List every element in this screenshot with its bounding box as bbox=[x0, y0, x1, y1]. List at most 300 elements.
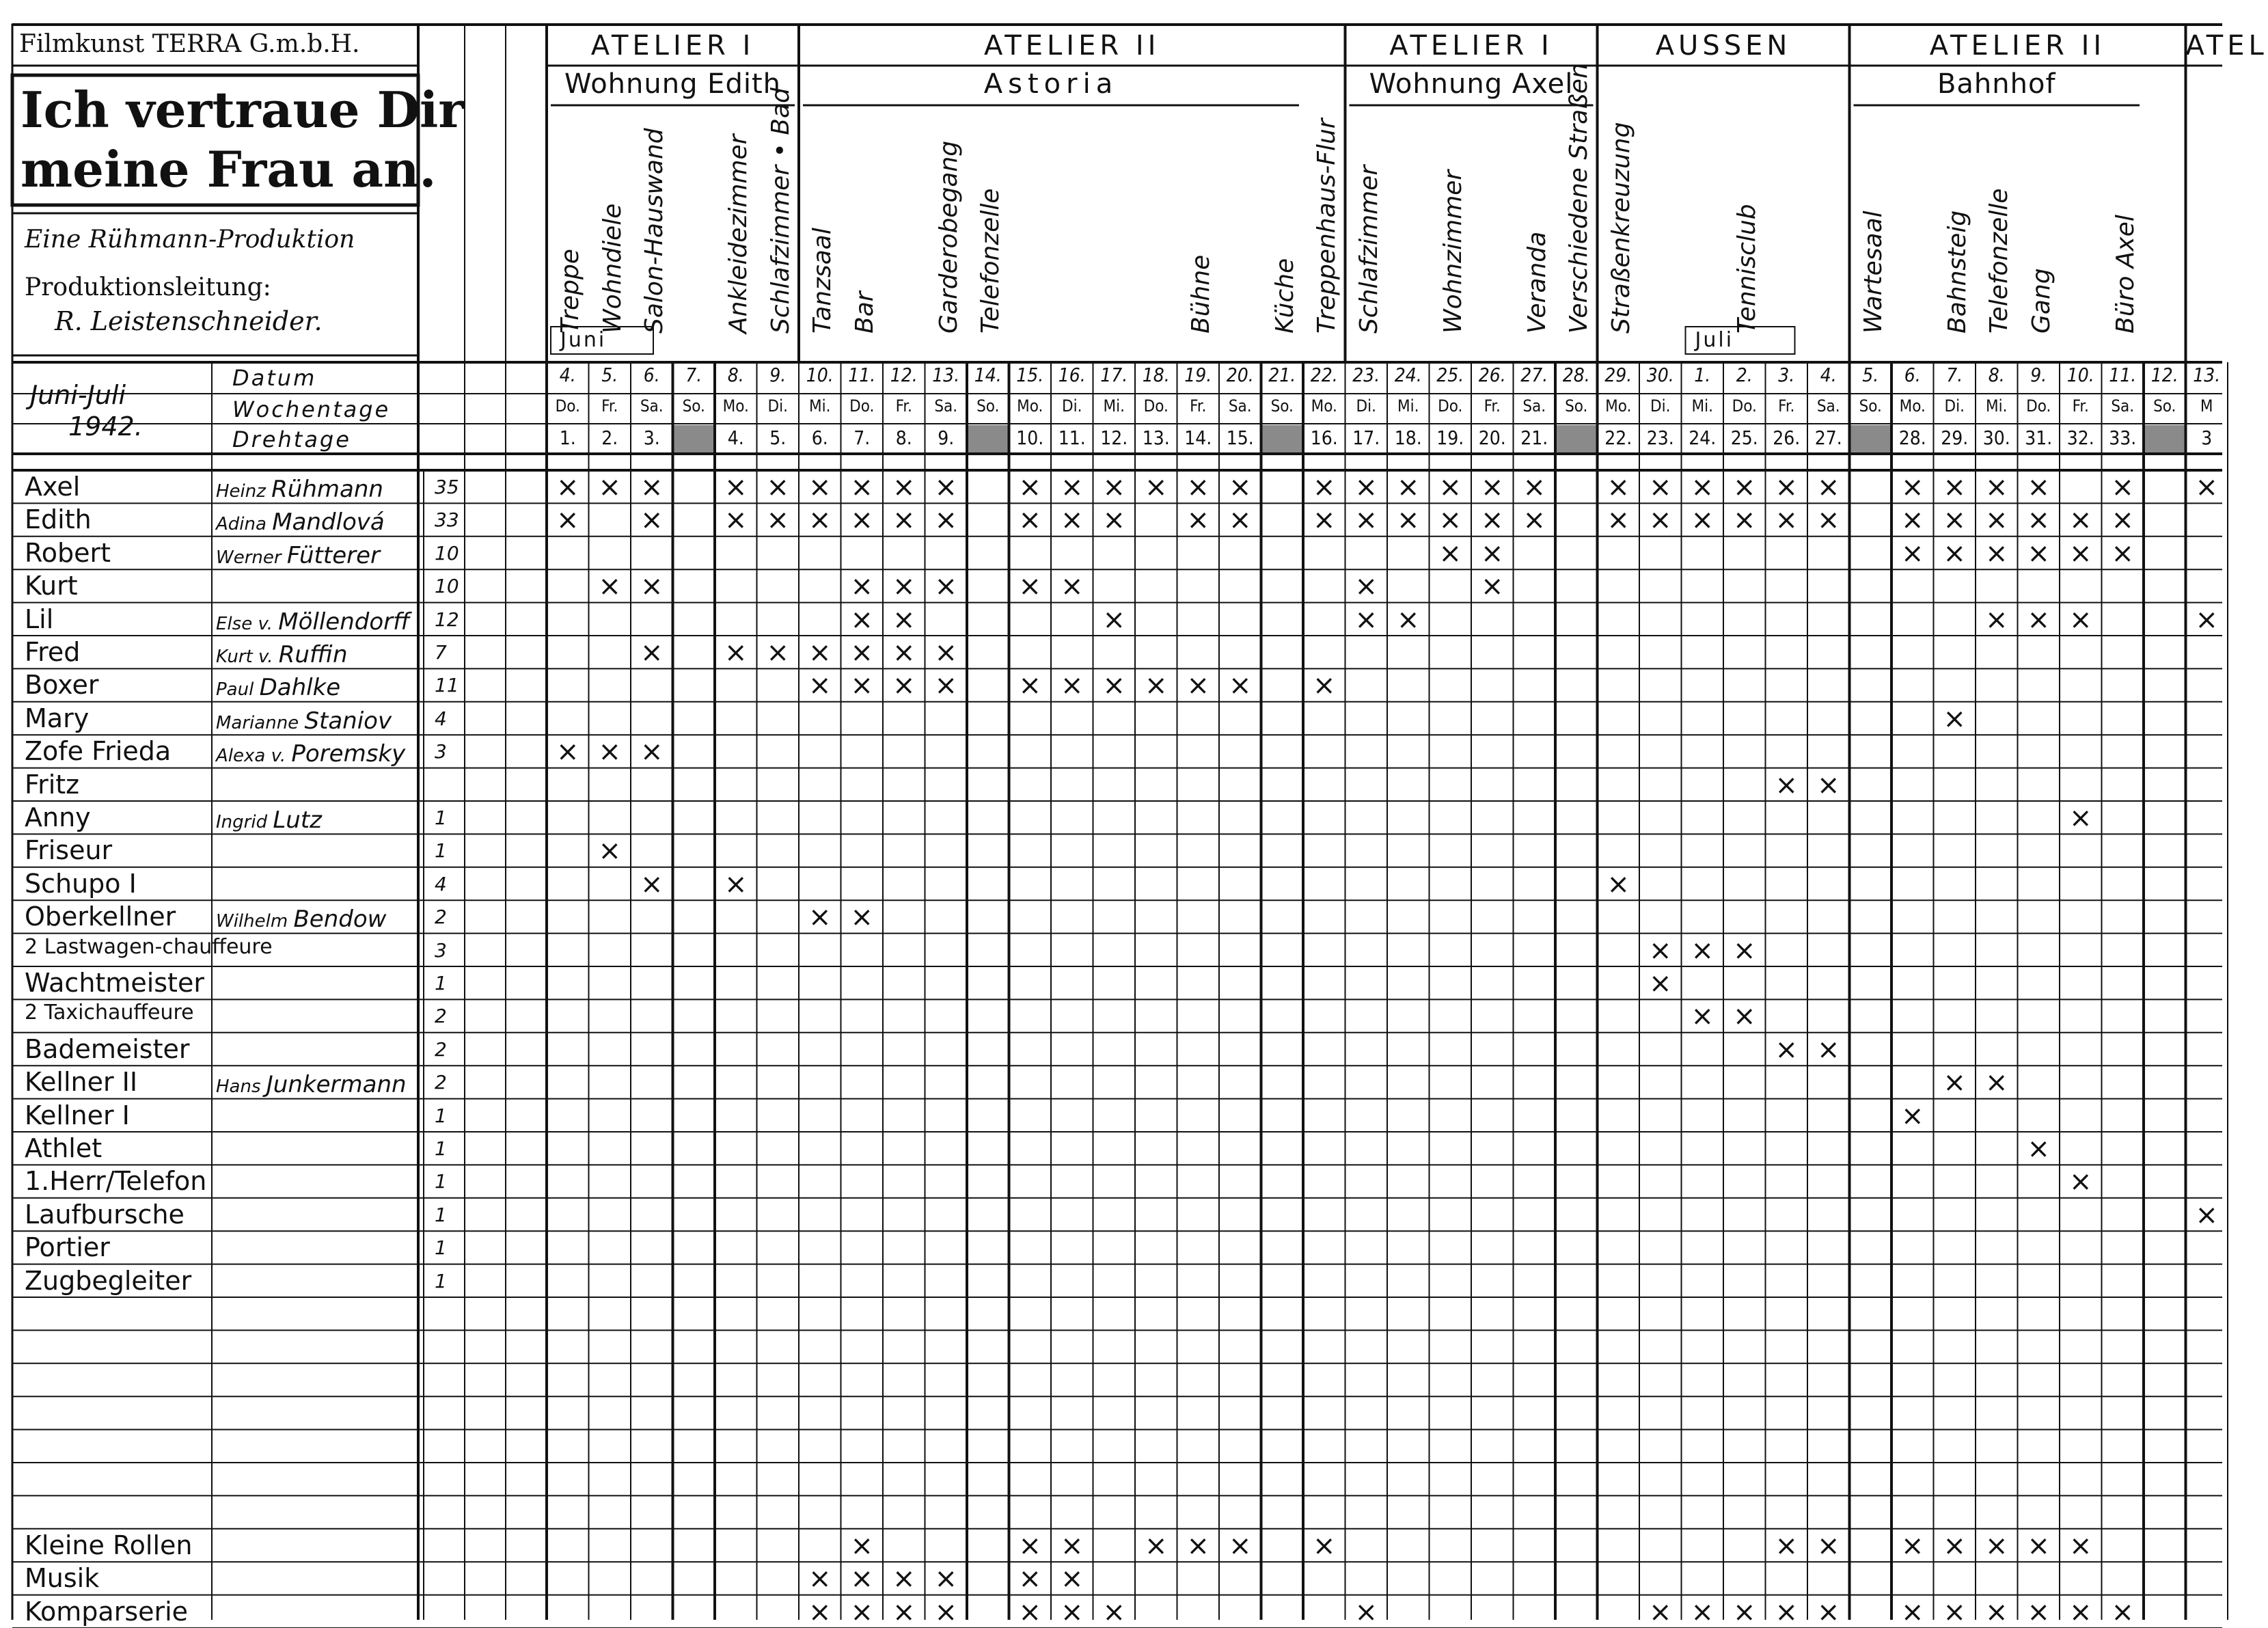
day-mark: × bbox=[640, 637, 664, 668]
scene-label: Büro Axel bbox=[2111, 215, 2140, 334]
day-mark: × bbox=[1943, 703, 1966, 735]
day-mark: × bbox=[1775, 1530, 1798, 1562]
day-mark: × bbox=[2027, 504, 2050, 537]
actor-last-name: Junkermann bbox=[266, 1071, 407, 1099]
day-mark: × bbox=[892, 472, 916, 503]
day-mark: × bbox=[1060, 1563, 1084, 1595]
weekday-cell: Fr. bbox=[1484, 396, 1501, 416]
date-cell: 12. bbox=[890, 364, 918, 386]
day-mark: × bbox=[2027, 603, 2050, 636]
period: Juni-Juli bbox=[30, 380, 126, 410]
date-cell: 10. bbox=[806, 364, 834, 386]
day-mark: × bbox=[598, 835, 621, 867]
role-name: Oberkellner bbox=[25, 901, 176, 932]
shooting-day-cell: 13. bbox=[1142, 426, 1170, 449]
day-mark: × bbox=[2068, 1596, 2092, 1628]
date-cell: 15. bbox=[1016, 364, 1044, 386]
weekday-cell: Di. bbox=[1356, 396, 1376, 416]
weekday-cell: Mi. bbox=[1986, 396, 2008, 416]
shooting-day-cell: 3. bbox=[643, 426, 660, 449]
actor-last-name: Fütterer bbox=[286, 541, 381, 569]
day-mark: × bbox=[1816, 504, 1840, 537]
shooting-day-cell: 22. bbox=[1604, 426, 1632, 449]
scene-label: Telefonzelle bbox=[1985, 188, 2013, 334]
date-cell: 11. bbox=[848, 364, 876, 386]
scene-label: Wartesaal bbox=[1859, 211, 1887, 334]
weekday-cell: Mi. bbox=[1103, 396, 1125, 416]
date-cell: 3. bbox=[1778, 364, 1795, 386]
actor-first-name: Else v. bbox=[216, 613, 279, 634]
day-mark: × bbox=[2068, 1530, 2092, 1562]
shooting-day-cell: 33. bbox=[2109, 426, 2137, 449]
scene-label: Verschiedene Straßen bbox=[1565, 63, 1593, 334]
day-mark: × bbox=[1060, 472, 1084, 503]
weekday-cell: Fr. bbox=[2072, 396, 2089, 416]
day-mark: × bbox=[892, 637, 916, 668]
day-mark: × bbox=[1648, 934, 1672, 966]
scene-label: Treppe bbox=[556, 249, 584, 334]
day-mark: × bbox=[1984, 1596, 2008, 1628]
actor-first-name: Marianne bbox=[216, 712, 305, 733]
day-mark: × bbox=[1312, 1530, 1336, 1562]
day-count: 3 bbox=[435, 740, 447, 763]
day-mark: × bbox=[892, 603, 916, 636]
role-name: Portier bbox=[25, 1232, 110, 1263]
day-count: 1 bbox=[435, 839, 447, 863]
actor-first-name: Adina bbox=[216, 514, 273, 535]
day-mark: × bbox=[1732, 1001, 1756, 1033]
month-june: Juni bbox=[560, 328, 607, 352]
shooting-day-cell: 1. bbox=[559, 426, 576, 449]
day-mark: × bbox=[850, 472, 873, 503]
day-mark: × bbox=[1018, 504, 1041, 537]
day-mark: × bbox=[1943, 1067, 1966, 1099]
role-name: Robert bbox=[25, 537, 111, 568]
shooting-day-cell: 14. bbox=[1184, 426, 1212, 449]
day-count: 1 bbox=[435, 1137, 447, 1160]
weekday-cell: So. bbox=[682, 396, 705, 416]
studio-name: ATELIER I bbox=[1389, 30, 1553, 62]
row-label: Drehtage bbox=[232, 426, 351, 452]
weekday-cell: Di. bbox=[1062, 396, 1082, 416]
day-mark: × bbox=[724, 637, 748, 668]
location-name: Bahnhof bbox=[1937, 68, 2056, 100]
date-cell: 9. bbox=[2030, 364, 2047, 386]
day-mark: × bbox=[1732, 504, 1756, 537]
date-cell: 5. bbox=[1862, 364, 1879, 386]
weekday-cell: Mi. bbox=[809, 396, 831, 416]
day-mark: × bbox=[1900, 1596, 1924, 1628]
day-count: 1 bbox=[435, 806, 447, 829]
day-mark: × bbox=[1900, 504, 1924, 537]
day-mark: × bbox=[1438, 504, 1462, 537]
date-cell: 18. bbox=[1142, 364, 1170, 386]
row-label: Wochentage bbox=[232, 396, 391, 422]
actor-last-name: Staniov bbox=[304, 707, 392, 735]
shooting-day-cell: 24. bbox=[1689, 426, 1717, 449]
day-mark: × bbox=[1648, 504, 1672, 537]
scene-label: Garderobegang bbox=[934, 140, 963, 334]
role-name: Kurt bbox=[25, 571, 78, 601]
date-cell: 24. bbox=[1394, 364, 1422, 386]
shooting-day-cell: 6. bbox=[811, 426, 828, 449]
weekday-cell: So. bbox=[1565, 396, 1588, 416]
day-mark: × bbox=[1816, 1530, 1840, 1562]
day-mark: × bbox=[850, 504, 873, 537]
day-mark: × bbox=[1354, 504, 1378, 537]
day-mark: × bbox=[850, 1596, 873, 1628]
day-count: 3 bbox=[435, 938, 447, 962]
shooting-day-cell: 17. bbox=[1352, 426, 1380, 449]
day-mark: × bbox=[1900, 537, 1924, 569]
actor-name bbox=[216, 542, 380, 569]
extras-role-name: Komparserie bbox=[25, 1596, 189, 1627]
day-mark: × bbox=[1228, 670, 1252, 702]
day-mark: × bbox=[2027, 1596, 2050, 1628]
day-mark: × bbox=[934, 1596, 957, 1628]
shooting-day-cell: 19. bbox=[1436, 426, 1464, 449]
actor-name bbox=[216, 641, 348, 668]
weekday-cell: Mo. bbox=[722, 396, 749, 416]
day-mark: × bbox=[1018, 472, 1041, 503]
date-cell: 23. bbox=[1352, 364, 1380, 386]
shooting-day-cell: 20. bbox=[1478, 426, 1506, 449]
actor-first-name: Heinz bbox=[216, 481, 272, 502]
day-mark: × bbox=[2111, 504, 2134, 537]
scene-label: Schlafzimmer • Bad bbox=[766, 87, 795, 334]
day-mark: × bbox=[1943, 504, 1966, 537]
day-mark: × bbox=[2027, 1133, 2050, 1165]
actor-last-name: Mandlová bbox=[272, 508, 385, 537]
day-mark: × bbox=[640, 571, 664, 603]
day-mark: × bbox=[766, 637, 789, 668]
weekday-cell: Di. bbox=[1944, 396, 1965, 416]
day-mark: × bbox=[1312, 504, 1336, 537]
actor-first-name: Werner bbox=[216, 547, 287, 568]
role-name: 2 Lastwagen-chauffeure bbox=[25, 934, 273, 959]
day-count: 7 bbox=[435, 641, 447, 664]
date-cell: 22. bbox=[1310, 364, 1338, 386]
day-mark: × bbox=[934, 1563, 957, 1595]
day-mark: × bbox=[934, 637, 957, 668]
date-cell: 13. bbox=[932, 364, 960, 386]
scene-label: Küche bbox=[1270, 258, 1299, 334]
day-mark: × bbox=[1018, 571, 1041, 603]
day-mark: × bbox=[1228, 1530, 1252, 1562]
role-name: Fred bbox=[25, 637, 81, 667]
day-mark: × bbox=[2068, 603, 2092, 636]
weekday-cell: Fr. bbox=[895, 396, 912, 416]
day-mark: × bbox=[724, 868, 748, 900]
day-mark: × bbox=[1732, 1596, 1756, 1628]
day-mark: × bbox=[1984, 1067, 2008, 1099]
sunday-shade bbox=[1557, 425, 1596, 452]
day-mark: × bbox=[2027, 1530, 2050, 1562]
actor-name bbox=[216, 906, 386, 933]
shooting-day-cell: 16. bbox=[1310, 426, 1338, 449]
day-mark: × bbox=[1648, 472, 1672, 503]
actor-name bbox=[216, 740, 405, 768]
day-mark: × bbox=[1228, 472, 1252, 503]
weekday-cell: Do. bbox=[849, 396, 875, 416]
weekday-cell: Do. bbox=[1143, 396, 1169, 416]
day-mark: × bbox=[1984, 1530, 2008, 1562]
shooting-day-cell: 12. bbox=[1100, 426, 1128, 449]
day-mark: × bbox=[1816, 1596, 1840, 1628]
weekday-cell: Do. bbox=[1732, 396, 1757, 416]
day-mark: × bbox=[2111, 1596, 2134, 1628]
day-mark: × bbox=[1480, 571, 1504, 603]
day-mark: × bbox=[640, 868, 664, 900]
scene-label: Bühne bbox=[1186, 254, 1215, 334]
day-mark: × bbox=[850, 901, 873, 934]
day-mark: × bbox=[1060, 670, 1084, 702]
day-count: 1 bbox=[435, 1203, 447, 1226]
day-mark: × bbox=[808, 901, 832, 934]
day-mark: × bbox=[892, 1596, 916, 1628]
scene-label: Gang bbox=[2027, 268, 2055, 334]
day-mark: × bbox=[1060, 504, 1084, 537]
actor-first-name: Alexa v. bbox=[216, 746, 292, 767]
weekday-cell: Mo. bbox=[1311, 396, 1337, 416]
actor-last-name: Rühmann bbox=[271, 476, 383, 503]
row-label: Datum bbox=[232, 365, 317, 391]
shooting-day-cell: 7. bbox=[853, 426, 871, 449]
role-name: Axel bbox=[25, 472, 81, 502]
actor-last-name: Dahlke bbox=[259, 674, 341, 702]
day-mark: × bbox=[1480, 472, 1504, 503]
day-mark: × bbox=[556, 736, 579, 768]
day-mark: × bbox=[556, 472, 579, 503]
weekday-cell: Mi. bbox=[1397, 396, 1419, 416]
day-mark: × bbox=[2195, 603, 2218, 636]
day-mark: × bbox=[1354, 571, 1378, 603]
scene-label: Treppenhaus-Flur bbox=[1313, 118, 1341, 334]
day-mark: × bbox=[1522, 472, 1546, 503]
day-mark: × bbox=[766, 504, 789, 537]
day-mark: × bbox=[2068, 504, 2092, 537]
day-mark: × bbox=[1732, 472, 1756, 503]
shooting-day-cell: 27. bbox=[1814, 426, 1842, 449]
weekday-cell: Do. bbox=[1438, 396, 1463, 416]
day-mark: × bbox=[640, 736, 664, 768]
date-cell: 27. bbox=[1520, 364, 1548, 386]
day-mark: × bbox=[1438, 537, 1462, 569]
actor-name bbox=[216, 508, 385, 536]
year: 1942. bbox=[68, 411, 143, 442]
shooting-day-cell: 2. bbox=[601, 426, 618, 449]
day-mark: × bbox=[2111, 537, 2134, 569]
shooting-day-cell: 31. bbox=[2025, 426, 2053, 449]
extras-role-name: Musik bbox=[25, 1563, 100, 1594]
day-mark: × bbox=[1816, 769, 1840, 801]
day-mark: × bbox=[1816, 472, 1840, 503]
day-mark: × bbox=[2195, 472, 2218, 503]
date-cell: 20. bbox=[1226, 364, 1254, 386]
day-mark: × bbox=[850, 1563, 873, 1595]
day-count: 1 bbox=[435, 972, 447, 994]
weekday-cell: Sa. bbox=[934, 396, 958, 416]
weekday-cell: Sa. bbox=[1228, 396, 1252, 416]
day-mark: × bbox=[1186, 504, 1210, 537]
day-mark: × bbox=[1775, 472, 1798, 503]
weekday-cell: Mo. bbox=[1017, 396, 1043, 416]
weekday-cell: Di. bbox=[1650, 396, 1671, 416]
day-mark: × bbox=[1691, 504, 1714, 537]
date-cell: 5. bbox=[601, 364, 618, 386]
shooting-day-cell: 28. bbox=[1898, 426, 1926, 449]
role-name: Edith bbox=[25, 504, 92, 535]
shooting-day-cell: 29. bbox=[1941, 426, 1969, 449]
extras-role-name: Kleine Rollen bbox=[25, 1530, 193, 1560]
day-count: 2 bbox=[435, 906, 447, 929]
sunday-shade bbox=[968, 425, 1008, 452]
day-mark: × bbox=[1522, 504, 1546, 537]
weekday-cell: Do. bbox=[2026, 396, 2051, 416]
scene-label: Telefonzelle bbox=[976, 188, 1005, 334]
actor-last-name: Möllendorff bbox=[278, 608, 410, 636]
day-mark: × bbox=[1018, 1563, 1041, 1595]
day-mark: × bbox=[2068, 537, 2092, 569]
role-name: Zofe Frieda bbox=[25, 736, 172, 767]
actor-first-name: Kurt v. bbox=[216, 647, 279, 667]
date-cell: 17. bbox=[1100, 364, 1128, 386]
role-name: Laufbursche bbox=[25, 1199, 185, 1230]
day-mark: × bbox=[2111, 472, 2134, 503]
day-mark: × bbox=[1102, 1596, 1125, 1628]
scene-label: Ankleidezimmer bbox=[724, 134, 752, 334]
day-mark: × bbox=[1607, 504, 1630, 537]
day-mark: × bbox=[892, 504, 916, 537]
scene-label: Wohndiele bbox=[598, 203, 627, 334]
production-company: Eine Rühmann-Produktion bbox=[25, 226, 355, 254]
day-mark: × bbox=[1144, 1530, 1168, 1562]
location-name: Wohnung Axel bbox=[1369, 68, 1574, 100]
day-mark: × bbox=[1607, 868, 1630, 900]
day-mark: × bbox=[1228, 504, 1252, 537]
day-count: 10 bbox=[435, 541, 459, 565]
scene-label: Bahnsteig bbox=[1943, 210, 1971, 334]
shooting-day-cell: 25. bbox=[1730, 426, 1758, 449]
weekday-cell: Di. bbox=[767, 396, 788, 416]
day-count: 33 bbox=[435, 508, 459, 532]
day-count: 35 bbox=[435, 476, 459, 498]
scene-label: Tanzsaal bbox=[808, 228, 836, 334]
scene-label: Salon-Hauswand bbox=[640, 128, 668, 334]
day-mark: × bbox=[1186, 472, 1210, 503]
day-count: 4 bbox=[435, 707, 447, 730]
studio-name: AUSSEN bbox=[1655, 30, 1792, 62]
production-lead-label: Produktionsleitung: bbox=[25, 273, 271, 301]
day-count: 1 bbox=[435, 1170, 447, 1193]
weekday-cell: Fr. bbox=[601, 396, 618, 416]
date-cell: 14. bbox=[974, 364, 1002, 386]
date-cell: 7. bbox=[1946, 364, 1963, 386]
shooting-day-cell: 9. bbox=[938, 426, 955, 449]
day-mark: × bbox=[1984, 504, 2008, 537]
day-mark: × bbox=[1984, 472, 2008, 503]
weekday-cell: Fr. bbox=[1190, 396, 1207, 416]
shooting-day-cell: 11. bbox=[1058, 426, 1086, 449]
day-mark: × bbox=[1144, 472, 1168, 503]
day-mark: × bbox=[1648, 968, 1672, 999]
role-name: Boxer bbox=[25, 670, 99, 701]
day-mark: × bbox=[808, 1563, 832, 1595]
date-cell: 8. bbox=[727, 364, 744, 386]
role-name: Wachtmeister bbox=[25, 968, 204, 998]
day-mark: × bbox=[850, 1530, 873, 1562]
weekday-cell: So. bbox=[1270, 396, 1294, 416]
weekday-cell: Sa. bbox=[1522, 396, 1546, 416]
film-title-line1: Ich vertraue Dir bbox=[21, 81, 465, 139]
day-mark: × bbox=[2027, 472, 2050, 503]
day-mark: × bbox=[724, 504, 748, 537]
day-count: 1 bbox=[435, 1104, 447, 1127]
day-mark: × bbox=[934, 504, 957, 537]
production-lead-name: R. Leistenschneider. bbox=[55, 306, 323, 336]
date-cell: 6. bbox=[1904, 364, 1921, 386]
day-mark: × bbox=[766, 472, 789, 503]
day-mark: × bbox=[1943, 1596, 1966, 1628]
day-mark: × bbox=[1732, 934, 1756, 966]
day-mark: × bbox=[1396, 504, 1420, 537]
scene-label: Bar bbox=[850, 291, 879, 334]
date-cell: 28. bbox=[1562, 364, 1590, 386]
day-mark: × bbox=[1102, 603, 1125, 636]
day-count: 1 bbox=[435, 1269, 447, 1292]
date-cell: 10. bbox=[2066, 364, 2094, 386]
date-cell: 11. bbox=[2109, 364, 2137, 386]
film-title-line2: meine Frau an. bbox=[21, 140, 437, 198]
actor-first-name: Wilhelm bbox=[216, 911, 294, 932]
weekday-cell: Mi. bbox=[1691, 396, 1713, 416]
day-count: 11 bbox=[435, 674, 459, 697]
date-cell: 19. bbox=[1184, 364, 1212, 386]
day-count: 2 bbox=[435, 1037, 447, 1061]
day-mark: × bbox=[1943, 537, 1966, 569]
role-name: Lil bbox=[25, 603, 54, 634]
role-name: 1.Herr/Telefon bbox=[25, 1166, 207, 1197]
weekday-cell: Sa. bbox=[2111, 396, 2135, 416]
day-mark: × bbox=[1396, 603, 1420, 636]
day-mark: × bbox=[1480, 537, 1504, 569]
day-mark: × bbox=[1018, 1596, 1041, 1628]
role-name: Anny bbox=[25, 802, 91, 832]
day-mark: × bbox=[724, 472, 748, 503]
weekday-cell: Sa. bbox=[1816, 396, 1840, 416]
sunday-shade bbox=[2145, 425, 2185, 452]
shooting-day-cell: 4. bbox=[727, 426, 744, 449]
day-mark: × bbox=[556, 504, 579, 537]
role-name: Friseur bbox=[25, 835, 113, 866]
date-cell: 25. bbox=[1436, 364, 1464, 386]
weekday-cell: Do. bbox=[555, 396, 580, 416]
actor-first-name: Paul bbox=[216, 679, 260, 701]
day-mark: × bbox=[1607, 472, 1630, 503]
actor-name bbox=[216, 707, 392, 735]
shooting-day-cell: 26. bbox=[1773, 426, 1801, 449]
studio-name: ATELIER II bbox=[1929, 30, 2106, 62]
day-mark: × bbox=[1102, 670, 1125, 702]
day-mark: × bbox=[1775, 769, 1798, 801]
studio-name: ATELIER II bbox=[984, 30, 1160, 62]
role-name: Schupo I bbox=[25, 868, 137, 899]
day-mark: × bbox=[850, 670, 873, 702]
date-cell: 12. bbox=[2150, 364, 2178, 386]
shooting-day-cell: 32. bbox=[2066, 426, 2094, 449]
day-mark: × bbox=[1060, 1596, 1084, 1628]
day-mark: × bbox=[1354, 1596, 1378, 1628]
